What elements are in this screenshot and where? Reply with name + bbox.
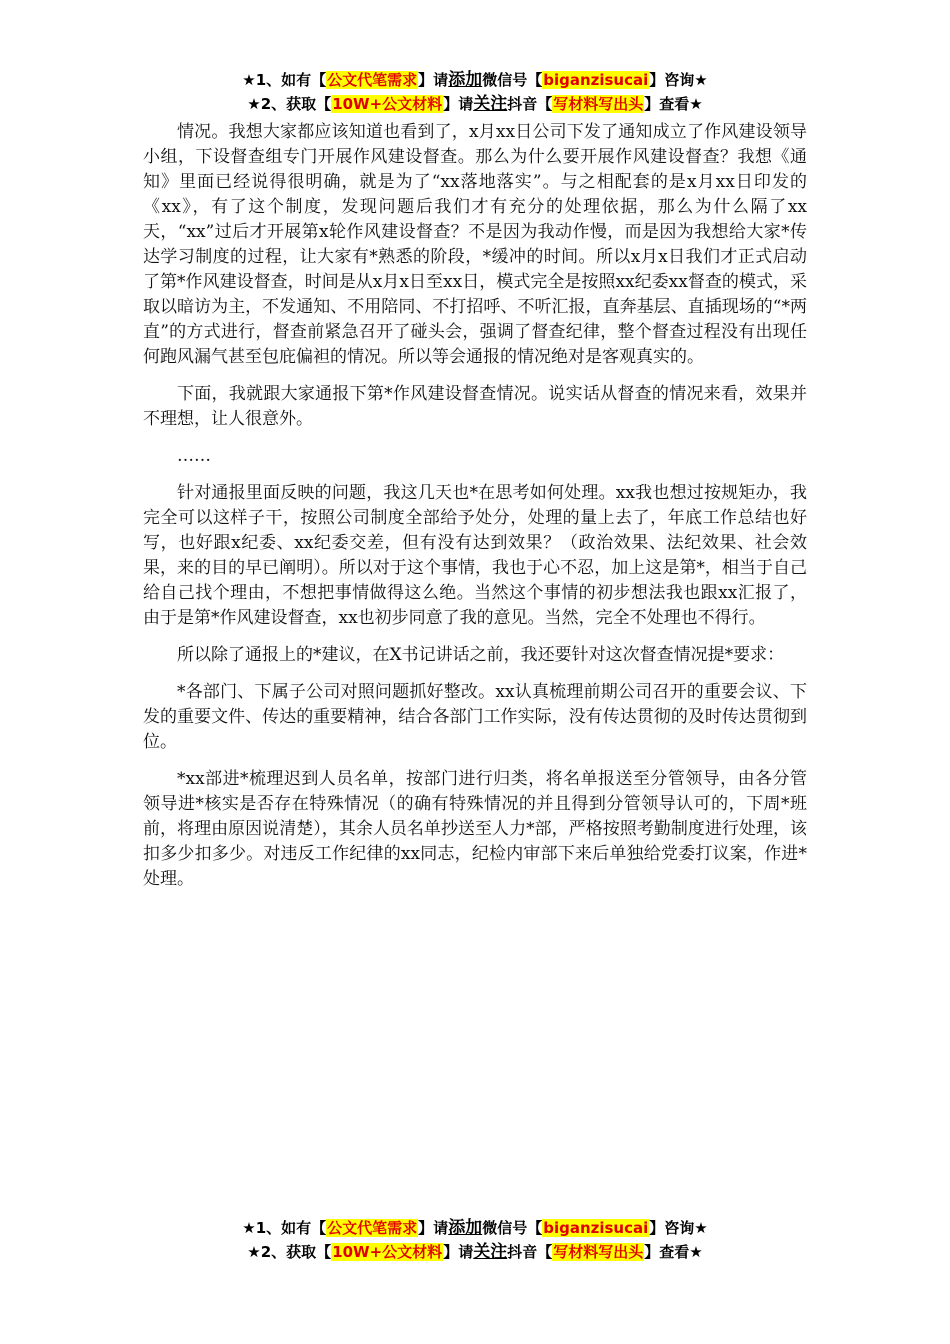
banner-text: 抖音【 xyxy=(507,95,553,113)
banner-text: 微信号【 xyxy=(482,1219,543,1237)
emphasis-follow: 关注 xyxy=(473,94,508,114)
banner-text: 微信号【 xyxy=(482,71,543,89)
banner-text: 抖音【 xyxy=(507,1243,553,1261)
banner-text: ★2、获取【 xyxy=(247,1243,332,1261)
banner-text: ★1、如有【 xyxy=(242,71,327,89)
highlight-wechat-id: biganzisucai xyxy=(543,71,649,89)
paragraph-2: 下面，我就跟大家通报下第*作风建设督查情况。说实话从督查的情况来看，效果并不理想，让人很意外。 xyxy=(143,384,807,429)
emphasis-follow: 关注 xyxy=(473,1242,508,1262)
highlight-douyin-id: 写材料写出头 xyxy=(553,95,644,113)
paragraph-1: 情况。我想大家都应该知道也看到了，x月xx日公司下发了通知成立了作风建设领导小组，下设督查组专门开展作风建设督查。那么为什么要开展作风建设督查？我想《通知》里面已经说得很明确，就是为了“xx落地落实”。与之相配套的是x月xx日印发的《xx》，有了这个制度，发现问题后我们才有充分的处理依据，那么为什么隔了xx天，“xx”过后才开展第x轮作风建设督查？不是因为我动作慢，而是因为我想给大家*传达学习制度的过程，让大家有*熟悉的阶段，*缓冲的时间。所以x月x日我们才正式启动了第*作风建设督查，时间是从x月x日至xx日，模式完全是按照xx纪委xx督查的模式，采取以暗访为主，不发通知、不用陪同、不打招呼、不听汇报，直奔基层、直插现场的“*两直”的方式进行，督查前紧急召开了碰头会，强调了督查纪律，整个督查过程没有出现任何跑风漏气甚至包庇偏袒的情况。所以等会通报的情况绝对是客观真实的。 xyxy=(143,122,807,367)
banner-line-2 xyxy=(0,92,950,116)
emphasis-add: 添加 xyxy=(448,1218,483,1238)
paragraph-5: 所以除了通报上的*建议，在X书记讲话之前，我还要针对这次督查情况提*要求： xyxy=(177,645,785,665)
banner-text: 】咨询★ xyxy=(649,71,708,89)
banner-text: 】请 xyxy=(443,95,474,113)
document-body xyxy=(143,120,807,904)
paragraph-ellipsis: …… xyxy=(177,446,211,466)
banner-text: ★2、获取【 xyxy=(247,95,332,113)
banner-text: 】请 xyxy=(443,1243,474,1261)
banner-text: 】请 xyxy=(418,71,449,89)
banner-text: 】查看★ xyxy=(644,1243,703,1261)
banner-line-1 xyxy=(0,1216,950,1240)
banner-line-2 xyxy=(0,1240,950,1264)
highlight-materials: 10W+公文材料 xyxy=(332,95,443,113)
highlight-service: 公文代笔需求 xyxy=(327,71,418,89)
banner-text: 】咨询★ xyxy=(649,1219,708,1237)
banner-text: ★1、如有【 xyxy=(242,1219,327,1237)
paragraph-7: *xx部进*梳理迟到人员名单，按部门进行归类，将名单报送至分管领导，由各分管领导进*核实是否存在特殊情况（的确有特殊情况的并且得到分管领导认可的，下周*班前，将理由原因说清楚），其余人员名单抄送至人力*部，严格按照考勤制度进行处理，该扣多少扣多少。对违反工作纪律的xx同志，纪检内审部下来后单独给党委打议案，作进*处理。 xyxy=(143,769,807,889)
highlight-douyin-id: 写材料写出头 xyxy=(553,1243,644,1261)
paragraph-4: 针对通报里面反映的问题，我这几天也*在思考如何处理。xx我也想过按规矩办，我完全可以这样子干，按照公司制度全部给予处分，处理的量上去了，年底工作总结也好写，也好跟x纪委、xx纪委交差，但有没有达到效果？（政治效果、法纪效果、社会效果，来的目的早已阐明）。所以对于这个事情，我也于心不忍，加上这是第*，相当于自己给自己找个理由，不想把事情做得这么绝。当然这个事情的初步想法我也跟xx汇报了，由于是第*作风建设督查，xx也初步同意了我的意见。当然，完全不处理也不得行。 xyxy=(143,483,807,628)
banner-line-1 xyxy=(0,68,950,92)
banner-text: 】查看★ xyxy=(644,95,703,113)
header-banner xyxy=(0,68,950,116)
highlight-materials: 10W+公文材料 xyxy=(332,1243,443,1261)
banner-text: 】请 xyxy=(418,1219,449,1237)
highlight-service: 公文代笔需求 xyxy=(327,1219,418,1237)
footer-banner xyxy=(0,1216,950,1264)
highlight-wechat-id: biganzisucai xyxy=(543,1219,649,1237)
emphasis-add: 添加 xyxy=(448,70,483,90)
paragraph-6: *各部门、下属子公司对照问题抓好整改。xx认真梳理前期公司召开的重要会议、下发的重要文件、传达的重要精神，结合各部门工作实际，没有传达贯彻的及时传达贯彻到位。 xyxy=(143,682,807,752)
